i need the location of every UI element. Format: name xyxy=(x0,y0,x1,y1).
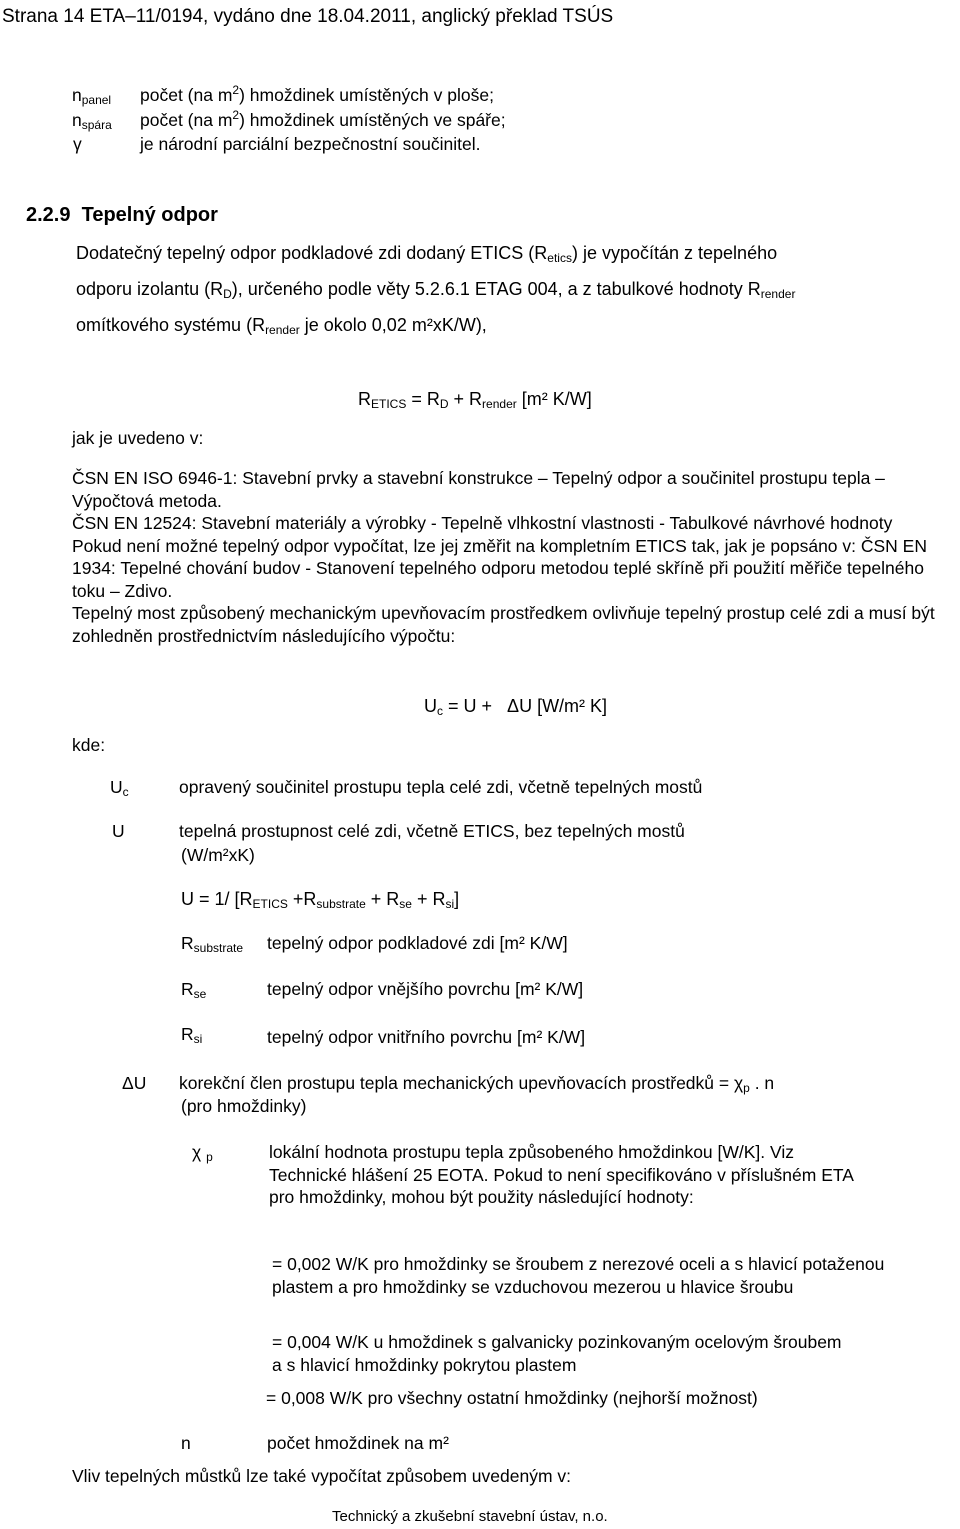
standards-paragraphs xyxy=(72,467,952,647)
value-0-004: = 0,004 W/K u hmoždinek s galvanicky pozinkovaným ocelovým šroubem a s hlavicí hmoždinky pokrytou plastem xyxy=(272,1332,842,1375)
value-0-008: = 0,008 W/K pro všechny ostatní hmoždinky (nejhorší možnost) xyxy=(266,1388,758,1408)
page-header: Strana 14 ETA–11/0194, vydáno dne 18.04.2011, anglický překlad TSÚS xyxy=(2,6,614,27)
r-se-symbol: $R_{se}$ xyxy=(181,979,207,1001)
def-text-n-spara: počet (na $m^2$) hmoždinek umístěných ve spáře; xyxy=(140,108,506,130)
paragraph-iso-6946: ČSN EN ISO 6946-1: Stavební prvky a stavební konstrukce – Tepelný odpor a součinitel prostupu tepla – Výpočtová metoda. xyxy=(72,468,885,511)
formula-uc: $U_c = U + \Delta U$ [W/m² K] xyxy=(424,696,608,718)
paragraph-thermal-bridge: Tepelný most způsobený mechanickým upevňovacím prostředkem ovlivňuje tepelný prostup celé zdi a musí být zohledněn prostřednictvím následujícího výpočtu: xyxy=(72,603,935,646)
def-text-gamma: je národní parciální bezpečnostní součinitel. xyxy=(140,134,481,154)
closing-text: Vliv tepelných můstků lze také vypočítat způsobem uvedeným v: xyxy=(72,1466,571,1486)
def-text-n-panel: počet (na $m^2$) hmoždinek umístěných v ploše; xyxy=(140,83,494,105)
chi-p-definition: lokální hodnota prostupu tepla způsobeného hmoždinkou [W/K]. Viz Technické hlášení 25 EOTA. Pokud to není specifikováno v příslušném ETA pro hmoždinky, mohou být použity následující hodnoty: xyxy=(269,1142,853,1207)
paragraph-en-12524: ČSN EN 12524: Stavební materiály a výrobky - Tepelně vlhkostní vlastnosti - Tabulkové návrhové hodnoty xyxy=(72,513,893,533)
kde-label: kde: xyxy=(72,735,106,755)
formula-r-etics: $R_{ETICS} = R_D + R_{render}$ [m² K/W] xyxy=(358,389,592,411)
section-number: 2.2.9 xyxy=(26,204,71,226)
section-heading xyxy=(26,203,218,228)
delta-u-definition: korekční člen prostupu tepla mechanických upevňovacích prostředků = $\chi_p$ . n xyxy=(179,1073,775,1095)
value-0-002: = 0,002 W/K pro hmoždinky se šroubem z nerezové oceli a s hlavicí potaženou plastem a pro hmoždinky se vzduchovou mezerou u hlavice šroubu xyxy=(272,1254,885,1297)
u-definition: tepelná prostupnost celé zdi, včetně ETICS, bez tepelných mostů xyxy=(179,821,685,841)
page-footer: Technický a zkušební stavební ústav, n.o. xyxy=(332,1508,608,1525)
r-si-symbol: $R_{si}$ xyxy=(181,1024,203,1046)
intro-line-1: Dodatečný tepelný odpor podkladové zdi dodaný ETICS $(R_{etics})$ je vypočítán z tepelného xyxy=(76,243,778,265)
formula-u: U = 1/ $[R_{ETICS} +R_{substrate} + R_{se} + R_{si}]$ xyxy=(181,889,460,911)
u-unit: (W/m²xK) xyxy=(181,845,255,865)
r-substrate-definition: tepelný odpor podkladové zdi [m² K/W] xyxy=(267,933,568,953)
intro-line-2: odporu izolantu $(R_D)$, určeného podle věty 5.2.6.1 ETAG 004, a z tabulkové hodnoty $R_{render}$ xyxy=(76,279,796,301)
intro-line-3: omítkového systému ($R_{render}$ je okolo 0,02 m²xK/W), xyxy=(76,315,487,337)
delta-u-symbol: ΔU xyxy=(122,1073,147,1093)
def-symbol-gamma: γ xyxy=(73,134,82,154)
def-symbol-n-spara: $n_{spára}$ xyxy=(72,110,112,132)
u-symbol: U xyxy=(112,821,125,841)
uc-definition: opravený součinitel prostupu tepla celé zdi, včetně tepelných mostů xyxy=(179,777,703,797)
r-se-definition: tepelný odpor vnějšího povrchu [m² K/W] xyxy=(267,979,584,999)
uc-symbol: $U_c$ xyxy=(110,777,129,799)
n-symbol: n xyxy=(181,1433,191,1453)
jak-label: jak je uvedeno v: xyxy=(72,428,204,448)
delta-u-note: (pro hmoždinky) xyxy=(181,1096,307,1116)
r-substrate-symbol: $R_{substrate}$ xyxy=(181,933,243,955)
chi-p-symbol: χ $_p$ xyxy=(192,1142,213,1164)
section-title: Tepelný odpor xyxy=(81,204,218,226)
paragraph-en-1934: Pokud není možné tepelný odpor vypočítat, lze jej změřit na kompletním ETICS tak, jak je popsáno v: ČSN EN 1934: Tepelné chování budov - Stanovení tepelného odporu metodou teplé skříně při použití měřiče tepelného toku – Zdivo. xyxy=(72,535,927,601)
n-definition: počet hmoždinek na m² xyxy=(267,1433,449,1453)
r-si-definition: tepelný odpor vnitřního povrchu [m² K/W] xyxy=(267,1027,586,1047)
def-symbol-n-panel: $n_{panel}$ xyxy=(72,85,112,107)
